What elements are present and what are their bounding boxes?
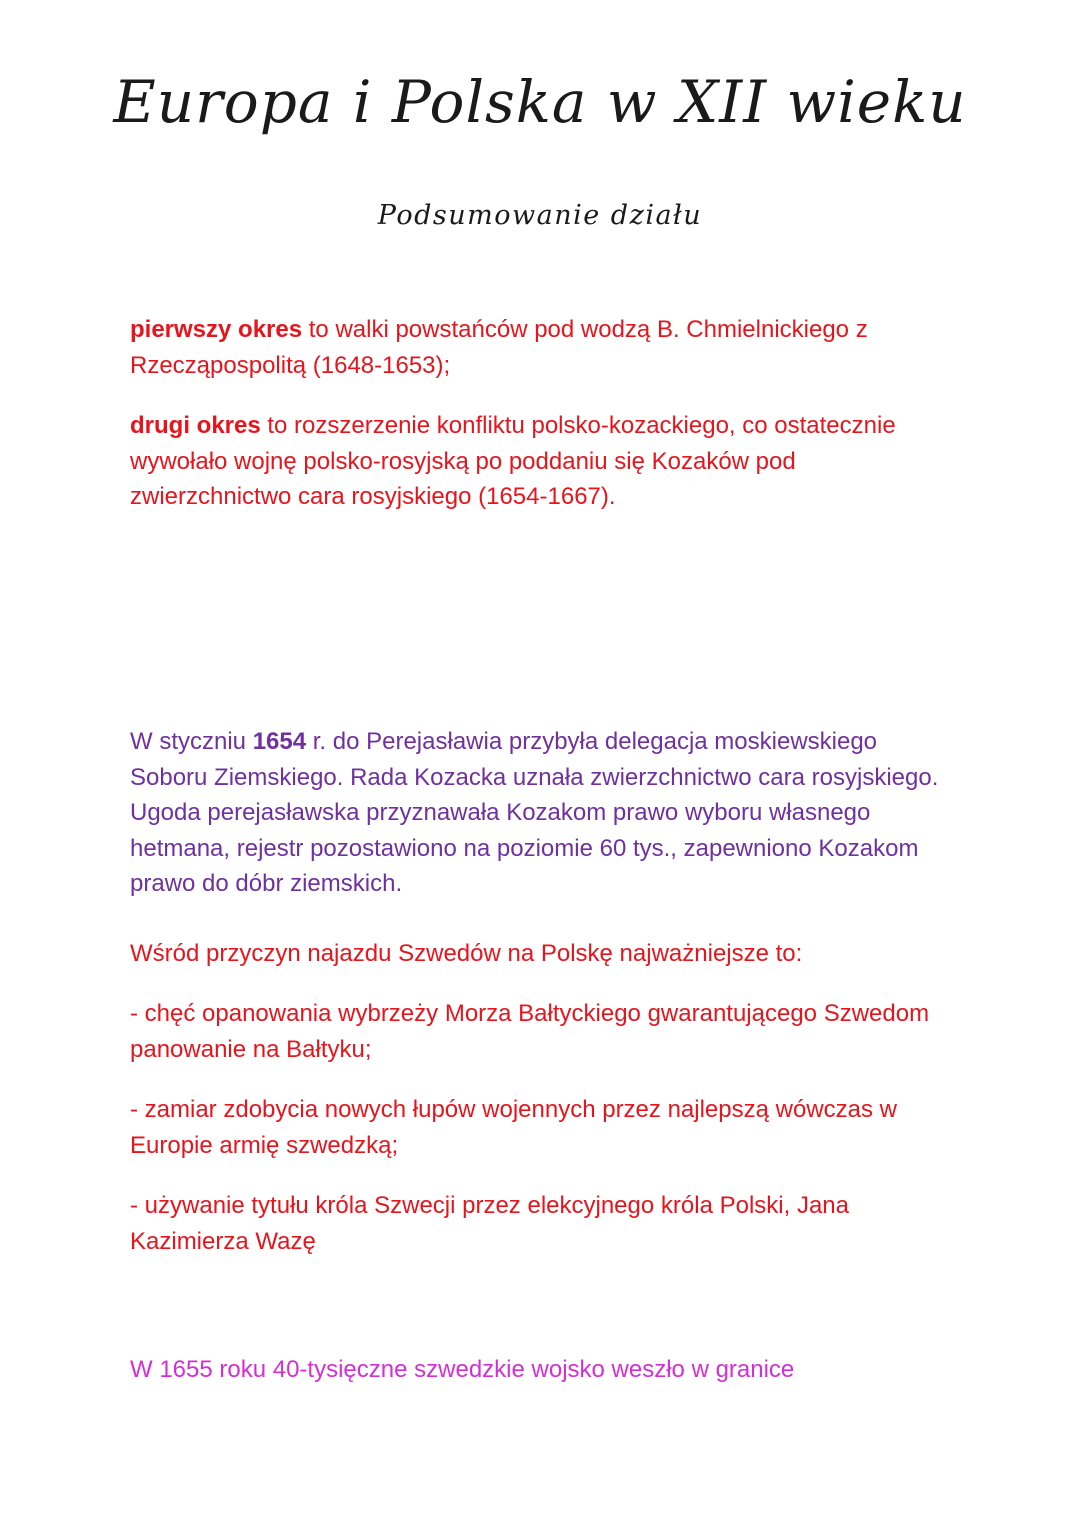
first-period-term: pierwszy okres bbox=[130, 316, 303, 343]
first-period-paragraph bbox=[130, 312, 960, 383]
cause-item: - chęć opanowania wybrzeży Morza Bałtyckiego gwarantującego Szwedom panowanie na Bałtyku; bbox=[130, 1000, 930, 1063]
perejaslaw-paragraph bbox=[130, 724, 960, 902]
second-period-paragraph bbox=[130, 408, 960, 515]
page-subtitle: Podsumowanie działu bbox=[377, 200, 703, 231]
causes-intro: Wśród przyczyn najazdu Szwedów na Polskę najważniejsze to: bbox=[130, 940, 803, 967]
cause-item: - zamiar zdobycia nowych łupów wojennych przez najlepszą wówczas w Europie armię szwedzką; bbox=[130, 1096, 898, 1159]
invasion-paragraph: W 1655 roku 40-tysięczne szwedzkie wojsko weszło w granice bbox=[130, 1356, 795, 1383]
first-period-text: to walki powstańców pod wodzą B. Chmielnickiego z Rzecząpospolitą (1648-1653); bbox=[130, 316, 868, 379]
second-period-term: drugi okres bbox=[130, 412, 261, 439]
perejaslaw-year: 1654 bbox=[252, 728, 307, 755]
cause-item: - używanie tytułu króla Szwecji przez elekcyjnego króla Polski, Jana Kazimierza Wazę bbox=[130, 1192, 849, 1255]
perejaslaw-after: r. do Perejasławia przybyła delegacja moskiewskiego Soboru Ziemskiego. Rada Kozacka uznała zwierzchnictwo cara rosyjskiego. Ugoda perejasławska przyznawała Kozakom prawo wyboru własnego hetmana, rejestr pozostawiono na poziomie 60 tys., zapewniono Kozakom prawo do dóbr ziemskich. bbox=[130, 728, 939, 897]
page-title: Europa i Polska w XII wieku bbox=[113, 68, 967, 136]
perejaslaw-before: W styczniu bbox=[130, 728, 253, 755]
second-period-text: to rozszerzenie konfliktu polsko-kozackiego, co ostatecznie wywołało wojnę polsko-rosyjską po poddaniu się Kozaków pod zwierzchnictwo cara rosyjskiego (1654-1667). bbox=[130, 412, 896, 510]
